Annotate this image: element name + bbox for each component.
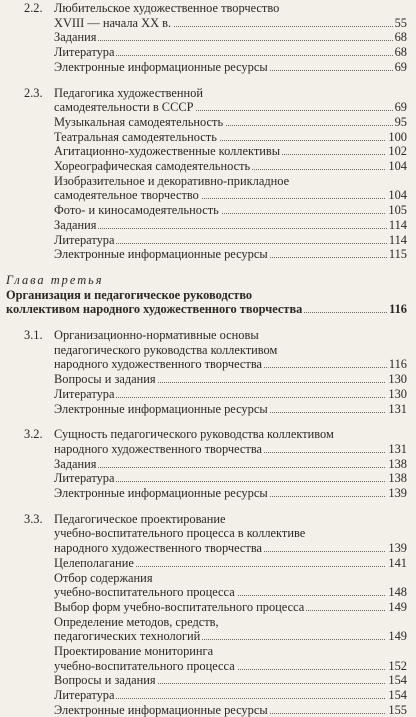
- toc-entry: [54, 387, 407, 401]
- toc-entry-page: 148: [388, 585, 407, 600]
- toc-entry-page: 95: [394, 114, 407, 129]
- toc-entry-page: 138: [388, 471, 407, 486]
- toc-entry: [54, 130, 407, 144]
- toc-entry-title: народного художественного творчества: [54, 441, 263, 456]
- chapter-label: Глава третья: [6, 272, 104, 287]
- toc-entry-page: 69: [394, 100, 407, 115]
- toc-entry: [54, 541, 407, 555]
- section-number: 3.2.: [24, 427, 43, 442]
- toc-entry-title: Целеполагание: [54, 555, 134, 570]
- toc-entry-page: 139: [388, 541, 407, 556]
- toc-entry-title: Организационно-нормативные основы: [54, 328, 259, 342]
- toc-entry: [54, 188, 407, 202]
- toc-entry-title: Задания: [54, 30, 97, 45]
- toc-entry-title: Агитационно-художественные коллективы: [54, 144, 281, 159]
- toc-entry-title: учебно-воспитательного процесса: [54, 585, 235, 600]
- toc-entry: [54, 328, 407, 342]
- toc-entry: [54, 402, 407, 416]
- section-number: 2.3.: [24, 85, 43, 100]
- toc-entry-title: Задания: [54, 217, 97, 232]
- toc-entry-title: Фото- и киносамодеятельность: [54, 203, 219, 218]
- toc-entry-title: Любительское художественное творчество: [54, 1, 280, 15]
- toc-entry-title: Отбор содержания: [54, 570, 153, 585]
- toc-entry-title: Хореографическая самодеятельность: [54, 159, 251, 173]
- toc-entry-page: 155: [388, 702, 407, 717]
- toc-entry-title: Литература: [54, 45, 115, 60]
- toc-entry-page: 141: [388, 555, 407, 570]
- toc-entry: [54, 247, 407, 261]
- toc-entry-page: 104: [388, 188, 407, 203]
- toc-entry-title: Задания: [54, 456, 97, 471]
- toc-entry-page: 114: [388, 232, 407, 247]
- toc-entry: [54, 203, 407, 217]
- toc-entry: [54, 115, 407, 129]
- toc-entry: [54, 703, 407, 717]
- toc-entry-title: педагогического руководства коллективом: [54, 342, 278, 357]
- toc-entry-title: Электронные информационные ресурсы: [54, 702, 268, 717]
- toc-entry-title: Литература: [54, 232, 115, 247]
- toc-entry: [54, 86, 407, 100]
- toc-entry-page: 116: [388, 357, 407, 372]
- toc-entry-title: Электронные информационные ресурсы: [54, 401, 268, 416]
- toc-entry-title: Организация и педагогическое руководство: [6, 287, 253, 302]
- toc-entry: [54, 512, 407, 526]
- toc-entry-title: Электронные информационные ресурсы: [54, 486, 268, 500]
- toc-entry-title: Литература: [54, 471, 115, 486]
- toc-entry-page: 131: [388, 401, 407, 416]
- toc-entry: [54, 615, 407, 629]
- toc-entry-title: учебно-воспитательного процесса в коллективе: [54, 526, 306, 541]
- toc-entry-title: Театральная самодеятельность: [54, 129, 217, 144]
- toc-entry-page: 100: [388, 129, 407, 144]
- toc-entry-page: 130: [388, 372, 407, 387]
- toc-entry: [54, 688, 407, 702]
- toc-entry-title: самодеятельное творчество: [54, 188, 199, 203]
- toc-entry-page: 55: [394, 15, 407, 30]
- toc-entry: [54, 45, 407, 59]
- toc-entry: [54, 218, 407, 232]
- toc-entry-title: учебно-воспитательного процесса: [54, 658, 235, 673]
- toc-entry-page: 105: [388, 203, 407, 218]
- toc-entry-title: народного художественного творчества: [54, 541, 263, 556]
- toc-entry: [54, 100, 407, 114]
- toc-entry-page: 154: [388, 673, 407, 688]
- toc-entry: [54, 585, 407, 599]
- toc-entry-title: Литература: [54, 386, 115, 401]
- toc-entry: [54, 644, 407, 658]
- section-number: 3.1.: [24, 328, 43, 342]
- toc-entry: [54, 144, 407, 158]
- toc-entry-title: XVIII — начала XX в.: [54, 15, 172, 30]
- toc-entry-page: 152: [388, 658, 407, 673]
- toc-entry-page: 114: [388, 217, 407, 232]
- toc-entry: [54, 526, 407, 540]
- toc-entry: [54, 629, 407, 643]
- toc-entry-page: 139: [388, 486, 407, 500]
- toc-entry: [54, 673, 407, 687]
- toc-entry-title: самодеятельности в СССР: [54, 100, 194, 115]
- toc-entry-page: 149: [388, 629, 407, 644]
- toc-entry: [54, 427, 407, 441]
- toc-entry-title: Изобразительное и декоративно-прикладное: [54, 173, 290, 188]
- toc-entry-page: 116: [389, 302, 407, 317]
- toc-entry-page: 104: [388, 159, 407, 173]
- toc-entry-page: 115: [388, 247, 407, 262]
- toc-entry: [54, 233, 407, 247]
- toc-entry-title: Выбор форм учебно-воспитательного процесса: [54, 599, 305, 614]
- toc-entry: [54, 556, 407, 570]
- toc-entry-page: 149: [388, 599, 407, 614]
- toc-entry: [54, 16, 407, 30]
- toc-entry: [54, 442, 407, 456]
- toc-entry: [54, 571, 407, 585]
- toc-entry-title: Определение методов, средств,: [54, 614, 219, 629]
- toc-entry: [54, 600, 407, 614]
- toc-entry-title: Педагогика художественной: [54, 85, 204, 100]
- toc-entry-title: Музыкальная самодеятельность: [54, 114, 224, 129]
- toc-entry-title: коллективом народного художественного творчества: [6, 302, 303, 317]
- toc-entry-page: 138: [388, 456, 407, 471]
- toc-entry: [54, 357, 407, 371]
- toc-entry-title: Электронные информационные ресурсы: [54, 247, 268, 262]
- toc-entry: [54, 159, 407, 173]
- toc-entry-title: народного художественного творчества: [54, 357, 263, 372]
- toc-entry-page: 154: [388, 688, 407, 703]
- toc-entry: [6, 288, 407, 302]
- toc-entry-page: 130: [388, 386, 407, 401]
- toc-entry-page: 131: [388, 441, 407, 456]
- toc-entry-title: Вопросы и задания: [54, 372, 156, 387]
- toc-entry: [54, 60, 407, 74]
- toc-entry-title: Сущность педагогического руководства коллективом: [54, 427, 334, 442]
- toc-entry-title: Проектирование мониторинга: [54, 644, 214, 658]
- toc-entry: [54, 471, 407, 485]
- toc-entry-page: 68: [394, 30, 407, 45]
- toc-entry: [54, 486, 407, 500]
- toc-entry-page: 68: [394, 45, 407, 60]
- section-number: 2.2.: [24, 1, 43, 15]
- toc-entry: [54, 457, 407, 471]
- toc-entry-title: педагогических технологий: [54, 629, 201, 644]
- toc-entry: [6, 302, 407, 316]
- toc-entry: [54, 343, 407, 357]
- toc-entry: [54, 372, 407, 386]
- toc-entry: [54, 174, 407, 188]
- toc-entry: [54, 659, 407, 673]
- toc-entry-page: 69: [394, 59, 407, 74]
- toc-entry-title: Литература: [54, 688, 115, 703]
- toc-entry: [54, 30, 407, 44]
- toc-entry: [54, 1, 407, 15]
- toc-entry-title: Педагогическое проектирование: [54, 511, 226, 526]
- toc-entry-title: Вопросы и задания: [54, 673, 156, 688]
- section-number: 3.3.: [24, 511, 43, 526]
- toc-entry-title: Электронные информационные ресурсы: [54, 59, 268, 74]
- toc-entry-page: 102: [388, 144, 407, 159]
